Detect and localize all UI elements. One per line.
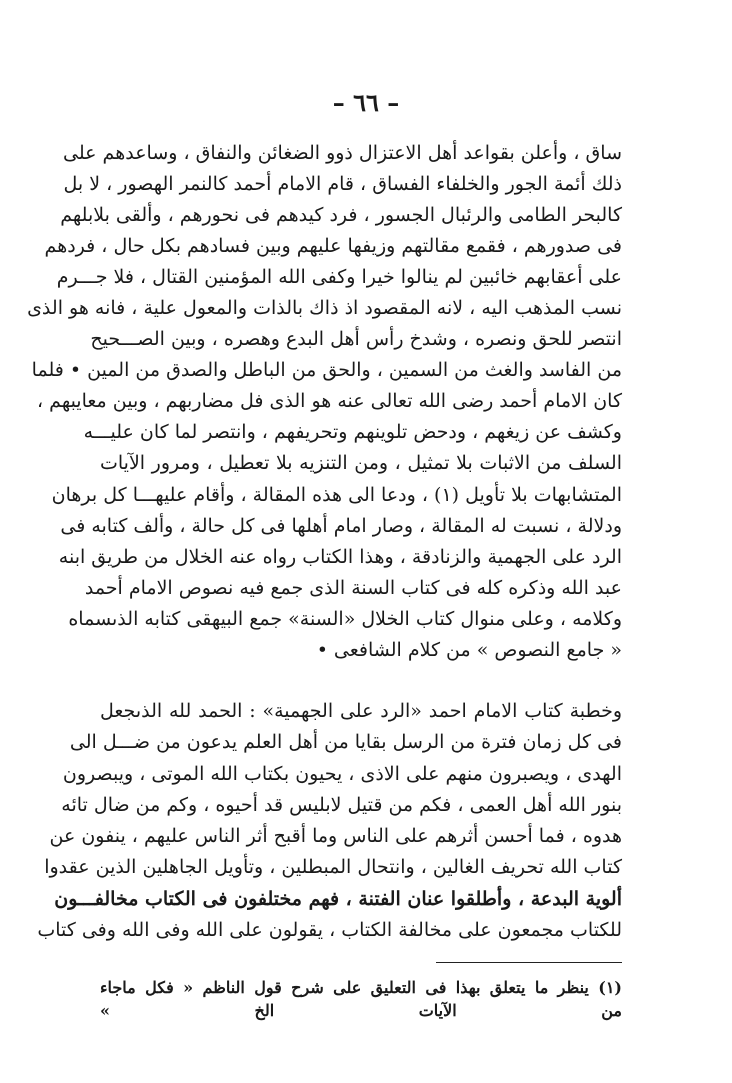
text-line: من الفاسد والغث من السمين ، والحق من الباطل والصدق من المين • فلما	[31, 359, 622, 382]
paragraph-1	[27, 138, 622, 666]
text-line: كان الامام أحمد رضى الله تعالى عنه هو الذى فل مضاربهم ، وبين معايبهم ،	[37, 390, 622, 413]
paragraph-2	[37, 696, 622, 946]
text-line: السلف من الاثبات بلا تمثيل ، ومن التنزيه بلا تعطيل ، ومرور الآيات	[100, 452, 622, 475]
text-line: انتصر للحق ونصره ، وشدخ رأس أهل البدع وهصره ، وبين الصـــحيح	[90, 328, 622, 351]
text-line: الهدى ، ويصبرون منهم على الاذى ، يحيون بكتاب الله الموتى ، ويبصرون	[62, 762, 622, 785]
text-line: وكلامه ، وعلى منوال كتاب الخلال «السنة» جمع البيهقى كتابه الذىسماه	[68, 607, 622, 630]
text-line: ذلك أئمة الجور والخلفاء الفساق ، قام الامام أحمد كالنمر الهصور ، لا بل	[63, 173, 622, 196]
text-line: للكتاب مجمعون على مخالفة الكتاب ، يقولون على الله وفى الله وفى كتاب	[37, 919, 622, 942]
text-line: « جامع النصوص » من كلام الشافعى •	[316, 638, 622, 661]
text-line: ألوية البدعة ، وأطلقوا عنان الفتنة ، فهم مختلفون فى الكتاب مخالفـــون	[54, 887, 622, 910]
text-line: ودلالة ، نسبت له المقالة ، وصار امام أهلها فى كل حالة ، وألف كتابه فى	[60, 514, 622, 537]
text-line: بنور الله أهل العمى ، فكم من قتيل لابليس قد أحيوه ، وكم من ضال تائه	[61, 793, 622, 816]
footnote	[100, 976, 622, 1022]
text-line: على أعقابهم خائبين لم ينالوا خيرا وكفى الله المؤمنين القتال ، فلا جـــرم	[56, 266, 622, 289]
footnote-line: (١) ينظر ما يتعلق بهذا فى التعليق على شرح قول الناظم « فكل ماجاء	[100, 978, 622, 997]
footnote-line: من الآيات الخ »	[100, 1001, 622, 1020]
text-line: الرد على الجهمية والزنادقة ، وهذا الكتاب رواه عنه الخلال من طريق ابنه	[58, 545, 622, 568]
text-line: فى كل زمان فترة من الرسل بقايا من أهل العلم يدعون من ضـــل الى	[69, 731, 622, 754]
text-line: وكشف عن زيغهم ، ودحض تلوينهم وتحريفهم ، وانتصر لما كان عليـــه	[83, 421, 622, 444]
text-line: نسب المذهب اليه ، لانه المقصود اذ ذاك بالذات والمعول علية ، فانه هو الذى	[27, 297, 622, 320]
page-number: – ٦٦ –	[332, 88, 400, 117]
text-line: هدوه ، فما أحسن أثرهم على الناس وما أقبح أثر الناس عليهم ، ينفون عن	[49, 825, 622, 848]
text-line: كتاب الله تحريف الغالين ، وانتحال المبطلين ، وتأويل الجاهلين الذين عقدوا	[44, 856, 622, 879]
text-line: عبد الله وذكره كله فى كتاب السنة الذى جمع فيه نصوص الامام أحمد	[84, 576, 622, 599]
text-line: وخطبة كتاب الامام احمد «الرد على الجهمية» : الحمد لله الذىجعل	[100, 700, 622, 722]
text-line: فى صدورهم ، فقمع مقالتهم وزيفها عليهم وبين فسادهم بكل حال ، فردهم	[44, 235, 622, 258]
footnote-divider	[436, 962, 622, 963]
text-line: ساق ، وأعلن بقواعد أهل الاعتزال ذوو الضغائن والنفاق ، وساعدهم على	[63, 142, 622, 164]
text-line: المتشابهات بلا تأويل (١) ، ودعا الى هذه المقالة ، وأقام عليهـــا كل برهان	[51, 483, 622, 506]
text-line: كالبحر الطامى والرئبال الجسور ، فرد كيدهم فى نحورهم ، وألقى بلابلهم	[60, 204, 622, 227]
